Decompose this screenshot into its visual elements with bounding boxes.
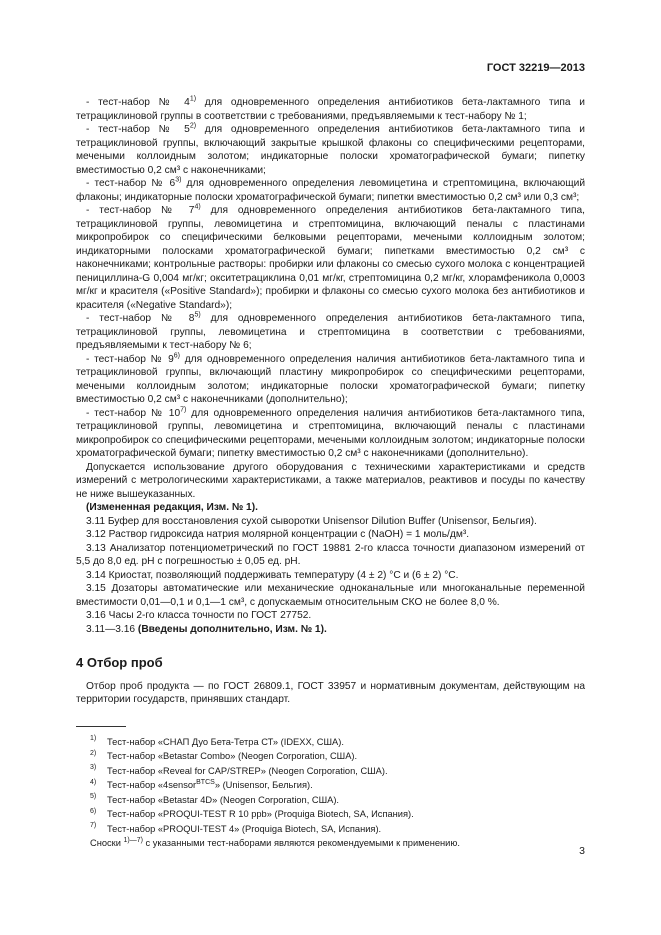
test-kit-item-8: - тест-набор № 8$^{5)}$ для одновременного определения антибиотиков бета-лактамного типа, тетрациклиновой группы, левомицетина и стрептомицина в соответствии с требованиями, предъявляемыми к тест-набору № 6; [76,311,585,351]
amended-edition-note: (Измененная редакция, Изм. № 1). [86,502,258,513]
allowed-equipment-paragraph: Допускается использование другого оборудования с техническими характеристиками и средств измерений с метрологическими характеристиками, а также материалов, реактивов и посуды по качеству не ниже вышеуказанных. [76,461,585,500]
clause-3-15: 3.15 Дозаторы автоматические или механические одноканальные или многоканальные переменной вместимости 0,01—0,1 и 0,1—1 см³, с допускаемым относительным СКО не более 8,0 %. [76,583,585,608]
section-4-title: 4 Отбор проб [76,655,163,670]
test-kit-item-7: - тест-набор № 7$^{4)}$ для одновременного определения антибиотиков бета-лактамного типа, тетрациклиновой группы, левомицетина и стрептомицина, включающий пеналы с пластинами микропробирок со специфическими белковыми рецепторами, мечеными коллоидным золотом; индикаторными полосками хроматографической бумаги; пипетками вместимостью 0,2 см³ с наконечниками; контрольные растворы: пробирки или флаконы со смесью сухого молока с концентрацией пенициллина-G 0,004 мг/кг; окситетрациклина 0,01 мг/кг, стрептомицина 0,2 мг/кг, хлорамфеникола 0,0003 мг/кг и красителя («Positive Standard»); пробирки и флаконы со смесью сухого молока без антибиотиков и красителя («Negative Standard»); [76,203,585,311]
test-kit-item-5: - тест-набор № 5$^{2)}$ для одновременного определения антибиотиков бета-лактамного типа и тетрациклиновой группы, включающий закрытые крышкой флаконы со специфическими рецепторами, мечеными коллоидным золотом; индикаторные полоски хроматографической бумаги; пипетку вместимостью 0,2 см³ с наконечниками; [76,122,585,176]
footnote-1: $^{1)}$ Тест-набор «СНАП Дуо Бета-Тетра СТ» (IDEXX, США). [90,735,344,747]
document-body [76,96,585,850]
test-kit-item-4: - тест-набор № 4$^{1)}$ для одновременного определения антибиотиков бета-лактамного типа и тетрациклиновой группы в соответствии с требованиями, предъявляемыми к тест-набору № 1; [76,95,585,122]
document-header: ГОСТ 32219—2013 [486,62,585,74]
section-4-text: Отбор проб продукта — по ГОСТ 26809.1, ГОСТ 33957 и нормативным документам, действующим на территории государств, принявших стандарт. [76,680,585,705]
footnote-7: $^{7)}$ Тест-набор «PROQUI-TEST 4» (Proquiga Biotech, SA, Испания). [90,822,382,834]
test-kit-item-6: - тест-набор № 6$^{3)}$ для одновременного определения левомицетина и стрептомицина, включающий флаконы; индикаторные полоски хроматографической бумаги; пипетки вместимостью 0,2 см³ или 0,3 см³; [76,176,586,203]
clause-3-12: 3.12 Раствор гидроксида натрия молярной концентрации с (NaOH) = 1 моль/дм³. [86,529,470,540]
page-number: 3 [579,845,585,857]
footnote-4: $^{4)}$ Тест-набор «4sensor$^{BTCS}$» (Unisensor, Бельгия). [90,778,313,790]
clause-3-14: 3.14 Криостат, позволяющий поддерживать температуру (4 ± 2) °С и (6 ± 2) °С. [86,569,459,581]
test-kit-item-9: - тест-набор № 9$^{6)}$ для одновременного определения наличия антибиотиков бета-лактамного типа и тетрациклиновой группы, включающий пластину микропробирок со специфическими рецепторами, мечеными коллоидным золотом; индикаторные полоски хроматографической бумаги; пипетку вместимостью 0,2 см³ с наконечниками (дополнительно); [76,352,585,405]
test-kit-item-10: - тест-набор № 10$^{7)}$ для одновременного определения наличия антибиотиков бета-лактамного типа, тетрациклиновой группы, левомицетина и стрептомицина, включающий пеналы с пластинами микропробирок со специфическими рецепторами, мечеными коллоидным золотом; индикаторные полоски хроматографической бумаги; пипетку вместимостью 0,2 см³ с наконечниками (дополнительно). [76,406,585,459]
footnote-2: $^{2)}$ Тест-набор «Betastar Combo» (Neogen Corporation, США). [90,749,358,761]
footnote-3: $^{3)}$ Тест-набор «Reveal for CAP/STREP» (Neogen Corporation, США). [90,764,388,776]
clause-3-16: 3.16 Часы 2-го класса точности по ГОСТ 27752. [86,610,312,621]
footnote-note: Сноски $^{1)—7)}$ с указанными тест-наборами являются рекомендуемыми к применению. [90,836,460,848]
clause-3-11: 3.11 Буфер для восстановления сухой сыворотки Unisensor Dilution Buffer (Unisensor, Бельгия). [86,515,537,527]
footnote-6: $^{6)}$ Тест-набор «PROQUI-TEST R 10 ppb» (Proquiga Biotech, SA, Испания). [90,807,414,819]
footnote-divider [76,726,126,727]
footnote-5: $^{5)}$ Тест-набор «Betastar 4D» (Neogen Corporation, США). [90,793,339,805]
clause-3-13: 3.13 Анализатор потенциометрический по ГОСТ 19881 2-го класса точности диапазоном измерений от 5,5 до 8,0 ед. pH с погрешностью ± 0,05 ед. pH. [76,542,585,567]
introduced-note: 3.11—3.16 (Введены дополнительно, Изм. № 1). [86,623,327,635]
